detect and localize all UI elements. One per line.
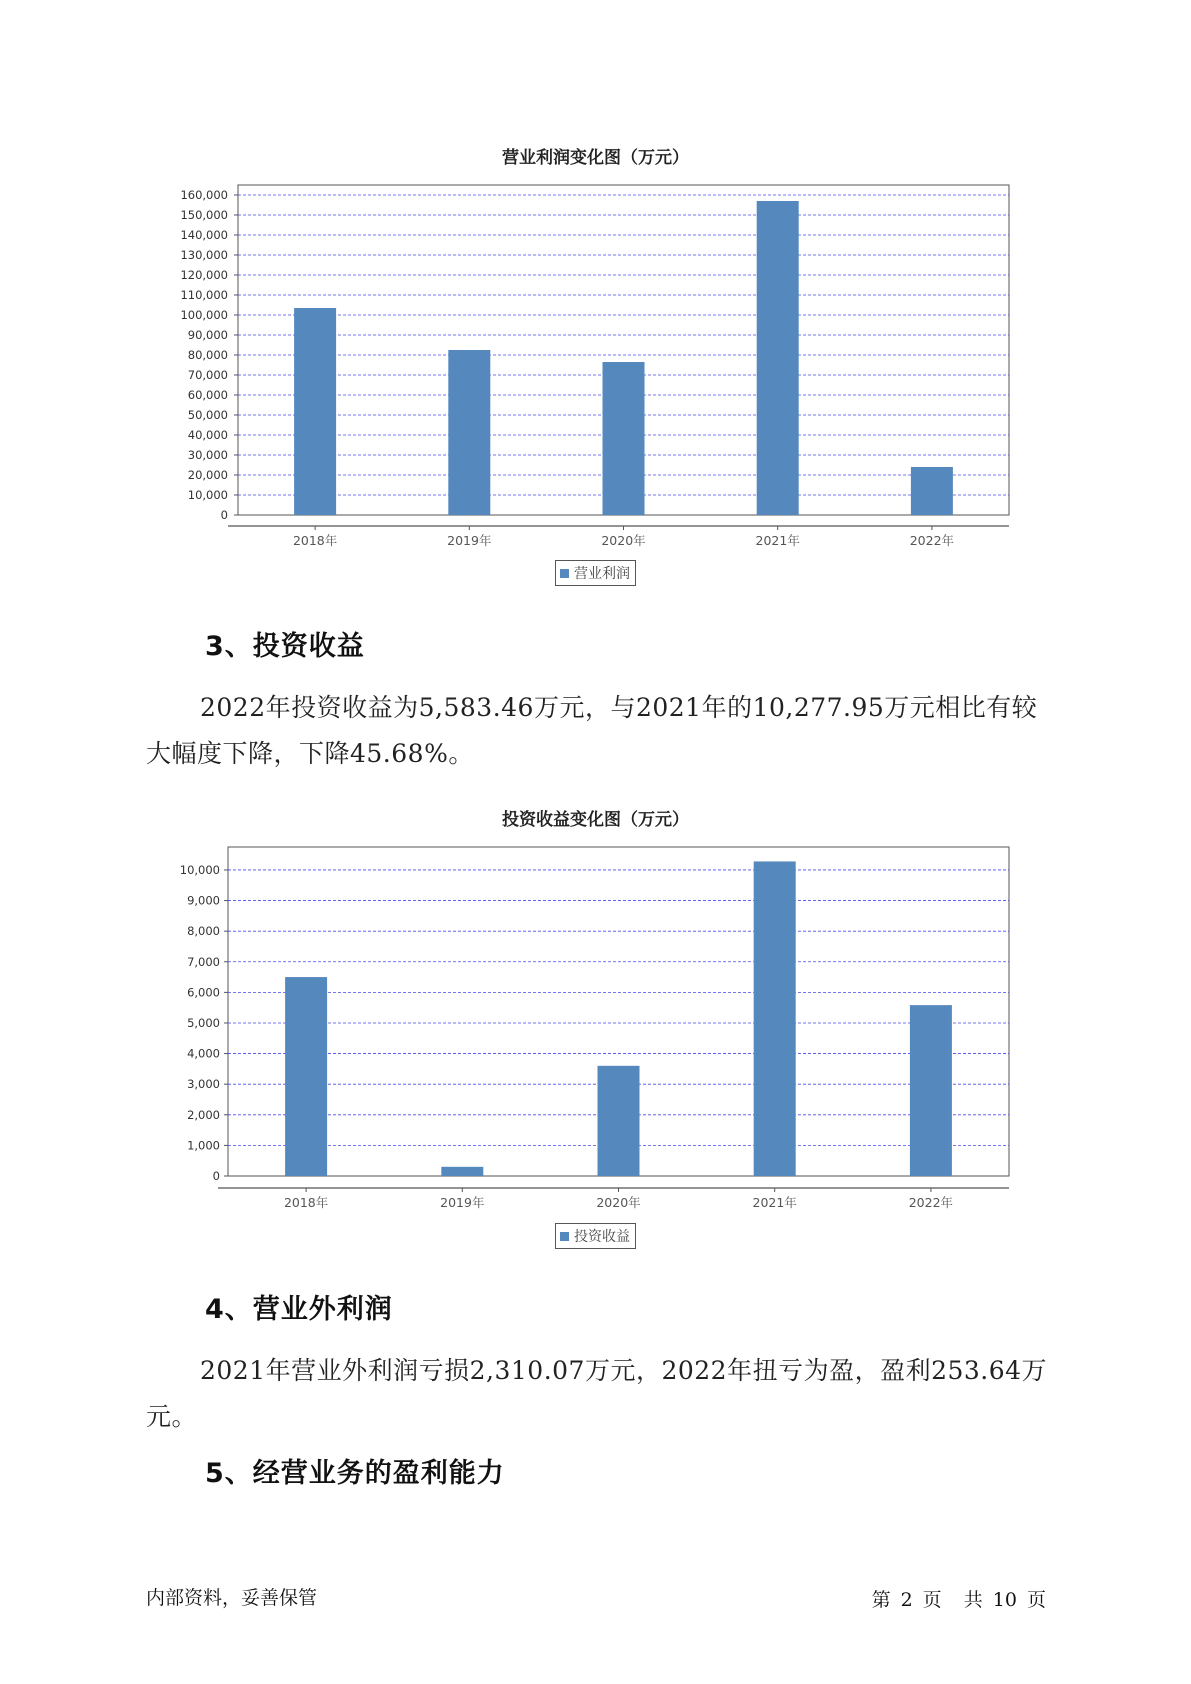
investment-income-legend [555, 1223, 636, 1249]
x-tick-label: 2018年 [283, 1195, 329, 1210]
x-tick-label: 2021年 [755, 533, 800, 548]
page-mid: 页 [922, 1589, 942, 1611]
investment-income-legend-label: 投资收益 [574, 1229, 630, 1245]
footer-page-number [867, 1585, 1051, 1612]
y-tick-label: 4,000 [187, 1046, 220, 1061]
y-tick-label: 10,000 [179, 862, 220, 877]
y-tick-label: 9,000 [187, 893, 220, 908]
bar-2019年 [441, 1167, 483, 1176]
y-tick-label: 3,000 [187, 1077, 220, 1092]
y-tick-label: 20,000 [187, 468, 228, 482]
y-tick-label: 10,000 [187, 488, 228, 502]
bar-2018年 [285, 977, 327, 1176]
x-tick-label: 2020年 [596, 1195, 641, 1210]
section-3-paragraph: 2022年投资收益为5,583.46万元，与2021年的10,277.95万元相比有较大幅度下降，下降45.68%。 [146, 693, 1038, 768]
y-tick-label: 6,000 [187, 985, 220, 1000]
y-tick-label: 130,000 [180, 248, 228, 262]
operating-profit-chart-title: 营业利润变化图（万元） [502, 148, 689, 168]
operating-profit-legend [555, 560, 636, 586]
section-4-paragraph: 2021年营业外利润亏损2,310.07万元，2022年扭亏为盈，盈利253.64万元。 [146, 1356, 1048, 1431]
page-total-prefix: 共 [963, 1589, 983, 1611]
y-tick-label: 150,000 [180, 208, 228, 222]
y-tick-label: 120,000 [180, 268, 228, 282]
page-suffix: 页 [1026, 1589, 1046, 1611]
y-tick-label: 0 [212, 1169, 220, 1183]
legend-swatch [560, 1232, 569, 1241]
y-tick-label: 100,000 [180, 308, 228, 322]
bar-2021年 [754, 861, 796, 1176]
y-tick-label: 80,000 [187, 348, 228, 362]
bar-2022年 [910, 1005, 952, 1176]
footer-confidential-note: 内部资料，妥善保管 [146, 1587, 318, 1609]
x-tick-label: 2021年 [752, 1195, 797, 1210]
y-tick-label: 70,000 [187, 368, 228, 382]
y-tick-label: 5,000 [187, 1015, 220, 1030]
bar-2020年 [598, 1066, 640, 1176]
y-tick-label: 50,000 [187, 408, 228, 422]
page-total: 10 [992, 1589, 1017, 1611]
section-5-heading: 5、经营业务的盈利能力 [205, 1458, 505, 1489]
y-tick-label: 160,000 [180, 188, 228, 202]
y-tick-label: 2,000 [187, 1107, 220, 1122]
bar-2022年 [911, 467, 953, 515]
x-tick-label: 2020年 [601, 533, 646, 548]
x-tick-label: 2019年 [440, 1195, 485, 1210]
x-tick-label: 2019年 [447, 533, 492, 548]
x-tick-label: 2022年 [909, 533, 955, 548]
y-tick-label: 0 [220, 508, 228, 522]
section-3-heading: 3、投资收益 [205, 631, 365, 662]
y-tick-label: 90,000 [187, 328, 228, 342]
legend-swatch [560, 569, 569, 578]
operating-profit-legend-label: 营业利润 [574, 566, 630, 582]
y-tick-label: 140,000 [180, 228, 228, 242]
page-prefix: 第 [871, 1589, 891, 1611]
section-4-heading: 4、营业外利润 [205, 1294, 393, 1325]
y-tick-label: 7,000 [187, 954, 220, 969]
y-tick-label: 40,000 [187, 428, 228, 442]
y-tick-label: 1,000 [187, 1138, 220, 1153]
x-tick-label: 2022年 [908, 1195, 954, 1210]
y-tick-label: 8,000 [187, 924, 220, 939]
page-current: 2 [900, 1589, 913, 1611]
x-tick-label: 2018年 [292, 533, 338, 548]
investment-income-chart-title: 投资收益变化图（万元） [502, 810, 689, 830]
y-tick-label: 60,000 [187, 388, 228, 402]
y-tick-label: 30,000 [187, 448, 228, 462]
y-tick-label: 110,000 [180, 288, 228, 302]
